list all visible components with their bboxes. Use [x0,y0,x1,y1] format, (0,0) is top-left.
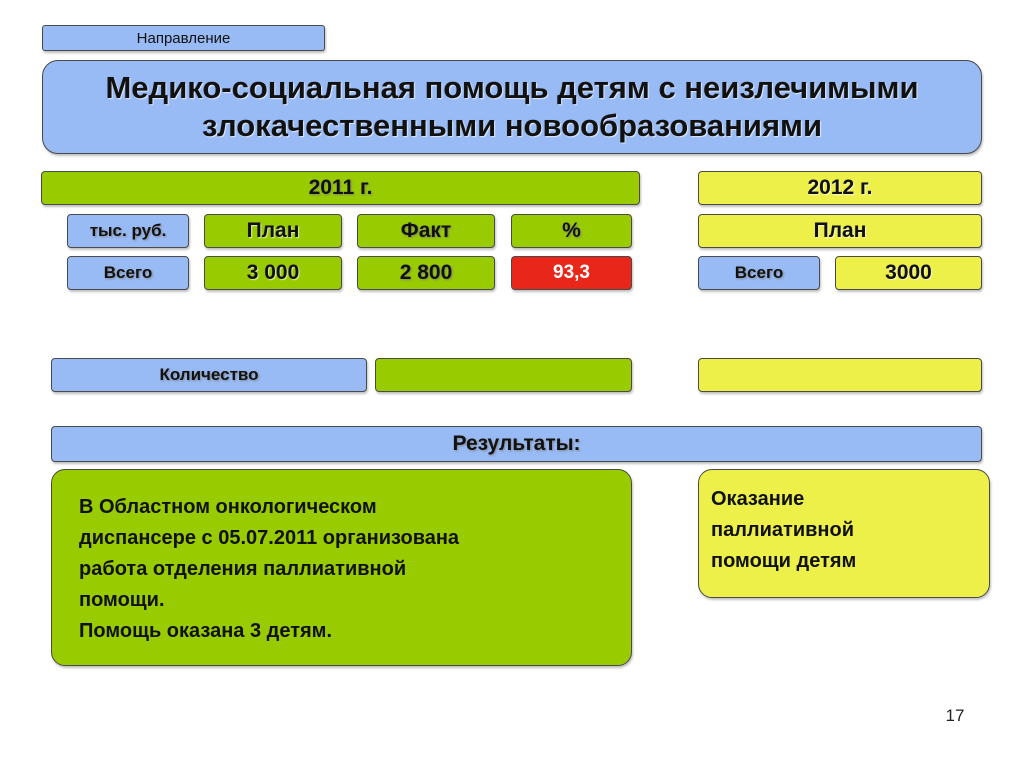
percent-2011-header [511,214,632,248]
total-2011-label [67,256,189,290]
title-line-2: злокачественными новообразованиями [201,108,823,143]
year-2011-label: 2011 г. [308,176,373,199]
unit-text: тыс. руб. [89,221,167,240]
plan-2011-value-text: 3 000 [246,261,300,284]
results-label: Результаты: [452,432,581,455]
unit-label [67,214,189,248]
total-2011-text: Всего [103,263,153,282]
plan-2011-value [204,256,342,290]
year-2012-header [698,171,982,205]
year-2012-label: 2012 г. [807,176,873,199]
results-2012-box [698,469,990,598]
plan-2012-header [698,214,982,248]
plan-2011-header [204,214,342,248]
fact-2011-header-text: Факт [400,219,452,242]
results-2011-line: В Областном онкологическом [79,496,377,518]
results-2011-box [51,469,632,666]
total-2012-label [698,256,820,290]
fact-2011-header [357,214,495,248]
results-header [51,426,982,462]
percent-2011-value-text: 93,3 [553,262,590,283]
results-2011-line: Помощь оказана 3 детям. [79,620,333,642]
results-2011-line: помощи. [79,589,165,611]
plan-2012-value [835,256,982,290]
slide-title [42,60,982,154]
title-line-1: Медико-социальная помощь детям с неизлечимыми [105,70,919,105]
year-2011-header [41,171,640,205]
page-number: 17 [945,706,965,725]
percent-2011-header-text: % [562,219,581,242]
quantity-2012-value [698,358,982,392]
results-2011-line: работа отделения паллиативной [79,558,407,580]
fact-2011-value-text: 2 800 [399,261,453,284]
quantity-label [51,358,367,392]
plan-2012-header-text: План [813,219,867,242]
results-2012-line: паллиативной [711,519,855,541]
results-2011-line: диспансере с 05.07.2011 организована [79,527,460,549]
quantity-text: Количество [159,365,259,384]
total-2012-text: Всего [734,263,784,282]
quantity-2011-value [375,358,632,392]
plan-2012-value-text: 3000 [885,261,932,284]
fact-2011-value [357,256,495,290]
plan-2011-header-text: План [246,219,300,242]
results-2012-line: помощи детям [711,550,857,572]
direction-text: Направление [136,29,231,47]
direction-label [42,25,325,51]
percent-2011-value [511,256,632,290]
results-2012-line: Оказание [711,488,805,510]
